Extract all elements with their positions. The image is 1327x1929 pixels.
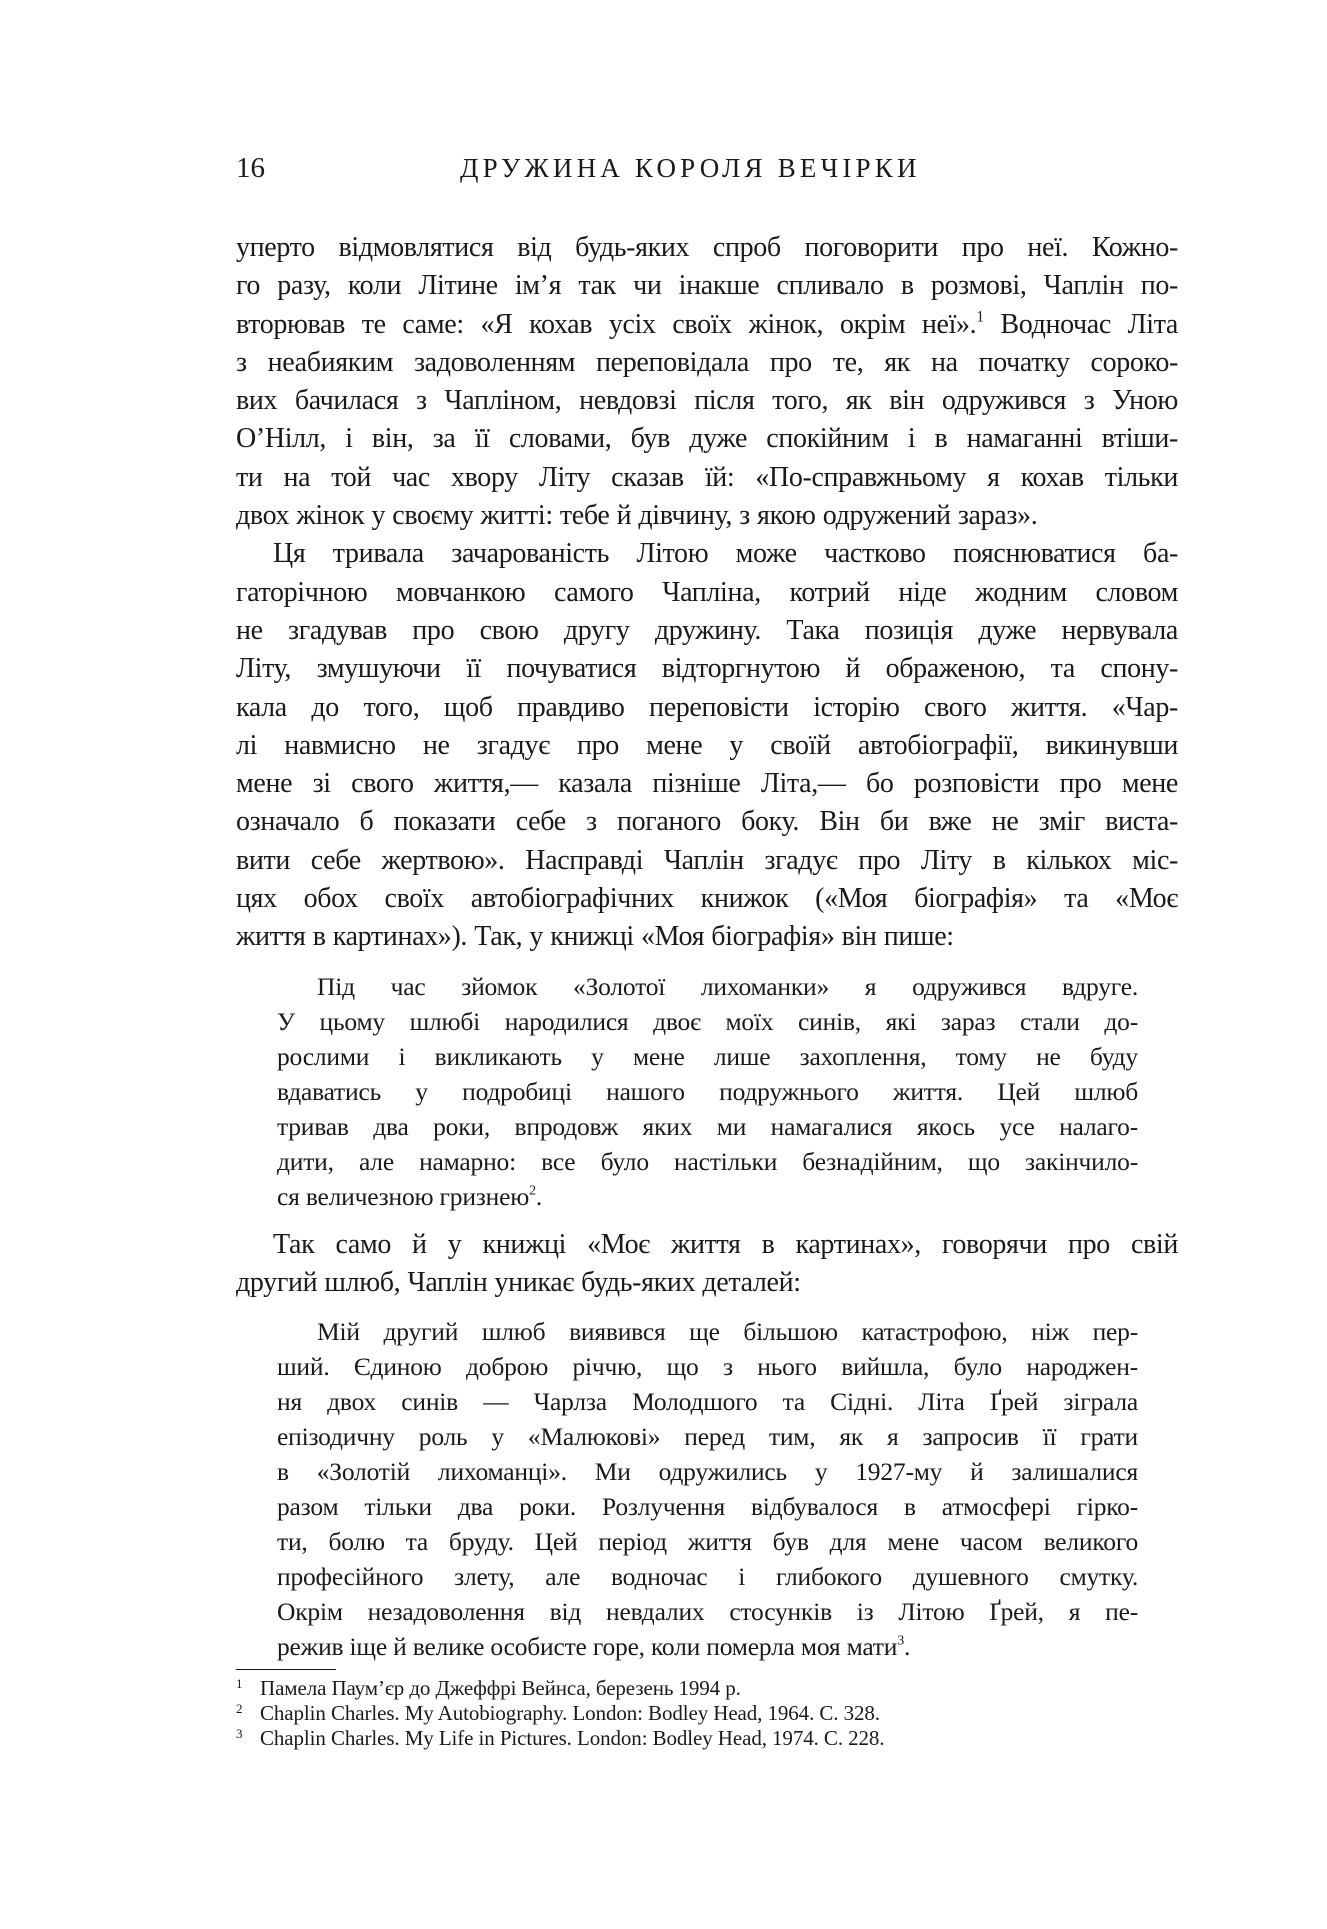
text-line: кала до того, щоб правдиво переповісти історію свого життя. «Чар-	[236, 691, 1178, 723]
footnote-text: Chaplin Charles. My Autobiography. London: Bodley Head, 1964. C. 328.	[260, 1701, 880, 1725]
text-line: Літу, змушуючи її почуватися відторгнутою й ображеною, та спону-	[236, 653, 1178, 685]
text-line: мене зі свого життя,— казала пізніше Літа,— бо розповісти про мене	[236, 768, 1178, 800]
text-line: Так само й у книжці «Моє життя в картинах», говорячи про свій	[273, 1228, 1178, 1260]
text-segment: ся величезною гризнею	[277, 1181, 530, 1211]
paragraph-1	[236, 229, 1178, 535]
quote-line-with-footnote	[277, 1179, 1138, 1214]
text-segment: вторював те саме: «Я кохав усіх своїх жінок, окрім неї».	[236, 308, 977, 340]
page-number: 16	[236, 152, 265, 184]
quote-line: дити, але намарно: все було настільки безнадійним, що закінчило-	[277, 1146, 1138, 1176]
footnote-ref-2[interactable]: 2	[529, 1183, 536, 1199]
text-line: ти на той час хвору Літу сказав їй: «По-справжньому я кохав тільки	[236, 461, 1178, 493]
quote-line: професійного злету, але водночас і глибокого душевного смутку.	[277, 1562, 1138, 1592]
text-segment: .	[535, 1181, 543, 1211]
text-line: гаторічною мовчанкою самого Чапліна, котрий ніде жодним словом	[236, 576, 1178, 608]
quote-line: Окрім незадоволення від невдалих стосунків із Літою Ґрей, я пе-	[277, 1597, 1138, 1627]
block-quote-2	[277, 1314, 1138, 1664]
text-line: Ця тривала зачарованість Літою може частково пояснюватися ба-	[273, 538, 1178, 570]
text-line: вих бачилася з Чапліном, невдовзі після того, як він одружився з Уною	[236, 385, 1178, 417]
footnote-3: 3 Chaplin Charles. My Life in Pictures. London: Bodley Head, 1974. C. 228.	[236, 1726, 885, 1750]
text-line: з неабияким задоволенням переповідала про те, як на початку сороко-	[236, 346, 1178, 378]
paragraph-3	[236, 1226, 1178, 1303]
footnote-text: Памела Паум’єр до Джеффрі Вейнса, березень 1994 р.	[260, 1676, 741, 1700]
text-line: життя в картинах»). Так, у книжці «Моя біографія» він пише:	[236, 921, 954, 953]
quote-line: ший. Єдиною доброю річчю, що з нього вийшла, було народжен-	[277, 1352, 1138, 1382]
quote-line: вдаватись у подробиці нашого подружнього життя. Цей шлюб	[277, 1076, 1138, 1106]
block-quote-1	[277, 969, 1138, 1214]
text-line: уперто відмовлятися від будь-яких спроб поговорити про неї. Кожно-	[236, 232, 1178, 263]
quote-line: ня двох синів — Чарлза Молодшого та Сідні. Літа Ґрей зіграла	[277, 1387, 1138, 1417]
quote-line: У цьому шлюбі народилися двоє моїх синів, які зараз стали до-	[277, 1006, 1138, 1036]
text-line: вити себе жертвою». Насправді Чаплін згадує про Літу в кількох міс-	[236, 844, 1178, 876]
text-line-with-footnote	[236, 306, 1178, 344]
text-segment: Водночас Літа	[1000, 308, 1178, 340]
text-line: двох жінок у своєму житті: тебе й дівчину, з якою одружений зараз».	[236, 500, 1038, 532]
body-text	[236, 229, 1178, 1676]
text-line: лі навмисно не згадує про мене у своїй автобіографії, викинувши	[236, 729, 1178, 761]
quote-line: тривав два роки, впродовж яких ми намагалися якось усе налаго-	[277, 1111, 1138, 1141]
quote-line: епізодичну роль у «Малюкові» перед тим, як я запросив її грати	[277, 1422, 1138, 1452]
paragraph-2	[236, 535, 1178, 956]
running-title: ДРУЖИНА КОРОЛЯ ВЕЧІРКИ	[460, 153, 921, 183]
footnote-ref-1[interactable]: 1	[976, 308, 984, 326]
text-line: не згадував про свою другу дружину. Така позиція дуже нервувала	[236, 614, 1178, 646]
text-segment: режив іще й велике особисте горе, коли померла моя мати	[277, 1632, 898, 1662]
text-line: другий шлюб, Чаплін уникає будь-яких деталей:	[236, 1266, 801, 1298]
footnote-divider	[236, 1669, 336, 1670]
quote-line: ти, болю та бруду. Цей період життя був для мене часом великого	[277, 1527, 1138, 1557]
page-header	[236, 150, 1178, 190]
quote-line: рослими і викликають у мене лише захоплення, тому не буду	[277, 1041, 1138, 1071]
text-segment: .	[904, 1632, 911, 1662]
footnote-2: 2 Chaplin Charles. My Autobiography. London: Bodley Head, 1964. C. 328.	[236, 1701, 880, 1725]
quote-line-with-footnote	[277, 1629, 1138, 1664]
footnote-text: Chaplin Charles. My Life in Pictures. London: Bodley Head, 1974. C. 228.	[260, 1726, 885, 1750]
quote-line: Мій другий шлюб виявився ще більшою катастрофою, ніж пер-	[317, 1317, 1138, 1347]
text-line: го разу, коли Літине ім’я так чи інакше спливало в розмові, Чаплін по-	[236, 270, 1178, 302]
text-line: О’Нілл, і він, за її словами, був дуже спокійним і в намаганні втіши-	[236, 423, 1178, 455]
footnote-1: 1 Памела Паум’єр до Джеффрі Вейнса, березень 1994 р.	[236, 1676, 741, 1700]
footnotes	[236, 1676, 1136, 1751]
footnote-ref-3[interactable]: 3	[897, 1633, 905, 1649]
quote-line: в «Золотій лихоманці». Ми одружились у 1927-му й залишалися	[277, 1457, 1138, 1487]
quote-line: разом тільки два роки. Розлучення відбувалося в атмосфері гірко-	[277, 1492, 1138, 1522]
quote-line: Під час зйомок «Золотої лихоманки» я одружився вдруге.	[317, 971, 1138, 1001]
text-line: цях обох своїх автобіографічних книжок («Моя біографія» та «Моє	[236, 883, 1178, 915]
text-line: означало б показати себе з поганого боку. Він би вже не зміг виста-	[236, 806, 1178, 838]
